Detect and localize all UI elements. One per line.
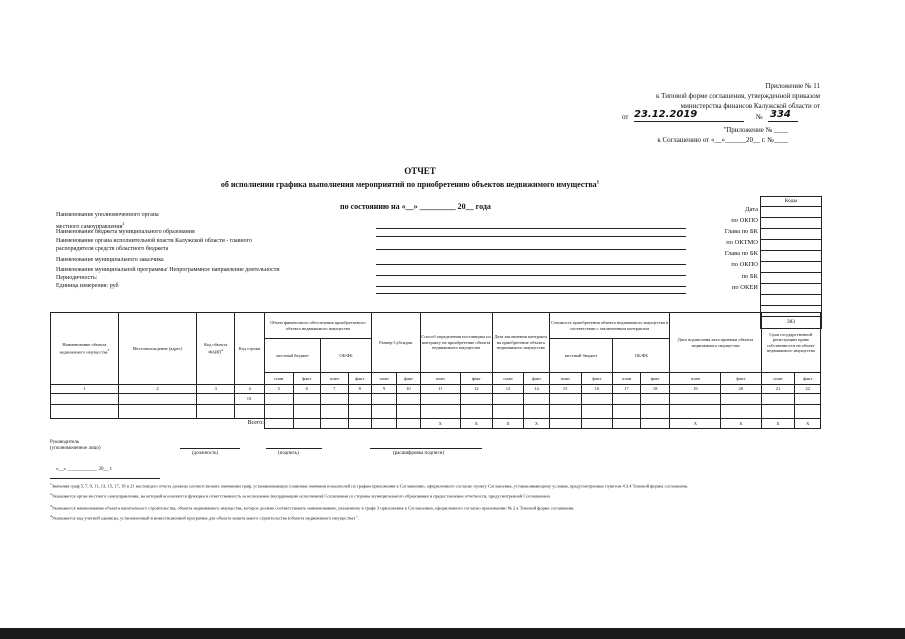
x-mark: X	[420, 419, 460, 429]
field-input-line[interactable]	[376, 249, 686, 250]
codes-cell[interactable]	[761, 206, 822, 217]
field-program: Наименование муниципальной программы/ Непрограммное направление деятельности	[56, 267, 280, 273]
codes-label-okpo-2: по ОКПО	[731, 261, 758, 269]
th-cost: Стоимость приобретения объекта недвижимого имущества в соответствии с заключенным контрактом	[549, 313, 670, 339]
col-number: 19	[670, 385, 721, 394]
x-mark: X	[670, 419, 721, 429]
field-unit: Единица измерения: руб	[56, 283, 119, 289]
column-numbers-row	[51, 385, 821, 394]
appendix-line-1: Приложение № 11	[765, 82, 820, 90]
th-cost-mb: местный бюджет	[549, 339, 613, 373]
cell[interactable]	[420, 394, 460, 405]
field-periodicity: Периодичность:	[56, 275, 98, 281]
codes-cell[interactable]	[761, 217, 822, 228]
cell[interactable]	[670, 405, 721, 419]
appendix-line-3: министерства финансов Калужской области от	[680, 102, 820, 110]
cell[interactable]	[293, 394, 321, 405]
cell[interactable]	[581, 405, 613, 419]
th-subsidy: Размер Субсидии	[371, 313, 420, 373]
col-number: 16	[581, 385, 613, 394]
total-cell[interactable]	[581, 419, 613, 429]
col-number: 7	[321, 385, 349, 394]
table-row-empty	[51, 405, 821, 419]
th-row-code: Код строки	[235, 313, 265, 385]
total-cell[interactable]	[264, 419, 293, 429]
col-number: 18	[640, 385, 670, 394]
codes-label-bk: по БК	[741, 272, 758, 280]
th-fact: факт	[293, 373, 321, 385]
table-row	[51, 394, 821, 405]
th-cost-ob: ОБ/ФБ	[613, 339, 670, 373]
col-number: 14	[524, 385, 549, 394]
cell[interactable]	[371, 394, 396, 405]
cell[interactable]	[321, 405, 349, 419]
field-input-line[interactable]	[376, 286, 686, 287]
report-subtitle	[100, 180, 720, 189]
field-input-line[interactable]	[376, 228, 686, 229]
field-executive: Наименование органа исполнительной власти Калужской области - главного	[56, 238, 252, 244]
th-object-name: Наименование объекта недвижимого имущества$^3$	[51, 313, 119, 385]
appendix-line-2: к Типовой форме соглашения, утвержденной приказом	[656, 92, 820, 100]
th-finance-ob: ОБ/ФБ	[321, 339, 372, 373]
field-input-line[interactable]	[376, 236, 686, 237]
col-number: 22	[795, 385, 821, 394]
th-plan: план	[761, 373, 795, 385]
x-mark: X	[761, 419, 795, 429]
cell[interactable]	[460, 405, 492, 419]
th-plan: план	[420, 373, 460, 385]
cell[interactable]	[51, 405, 119, 419]
footnote-1: $^1$Значения граф 5, 7, 9, 11, 13, 15, 17, 19 и 21 настоящего отчета должны соответствовать значениям граф, устанавливающих плановые значения показателей по графам приложения к Соглашению, оформленного согласно пункту Соглашения, устанавливающему условия, предусмотренные пунктом 4.3.4 Типовой формы соглашения.	[50, 482, 689, 489]
th-fact: факт	[581, 373, 613, 385]
scan-edge	[0, 628, 905, 639]
total-cell[interactable]	[640, 419, 670, 429]
cell[interactable]	[197, 394, 235, 405]
cell[interactable]	[795, 405, 821, 419]
total-cell[interactable]	[549, 419, 581, 429]
cell[interactable]	[549, 405, 581, 419]
cell[interactable]	[397, 394, 420, 405]
codes-cell[interactable]	[761, 239, 822, 250]
cell[interactable]	[235, 405, 265, 419]
cell[interactable]	[581, 394, 613, 405]
cell[interactable]	[761, 394, 795, 405]
cell[interactable]	[460, 394, 492, 405]
th-fact: факт	[397, 373, 420, 385]
signature-date: «__» ____________ 20__ г.	[56, 467, 113, 472]
th-fact: факт	[524, 373, 549, 385]
appendix-block-2	[560, 126, 788, 146]
th-plan: план	[670, 373, 721, 385]
x-mark: X	[460, 419, 492, 429]
report-subtitle-sup: 1	[596, 180, 600, 186]
cell[interactable]	[721, 394, 761, 405]
th-fact: факт	[721, 373, 761, 385]
total-row	[51, 419, 821, 429]
total-cell[interactable]	[613, 419, 641, 429]
cell[interactable]	[348, 394, 371, 405]
x-mark: X	[721, 419, 761, 429]
col-number: 1	[51, 385, 119, 394]
codes-cell[interactable]	[761, 261, 822, 272]
codes-label-okei: по ОКЕИ	[731, 283, 758, 291]
total-label: Всего:	[51, 419, 265, 429]
col-number: 12	[460, 385, 492, 394]
field-input-line[interactable]	[376, 275, 686, 276]
col-number: 2	[118, 385, 196, 394]
col-number: 13	[492, 385, 524, 394]
appendix-number-handwritten: 334	[770, 109, 791, 120]
cell[interactable]	[721, 405, 761, 419]
cell[interactable]	[321, 394, 349, 405]
total-cell[interactable]	[293, 419, 321, 429]
cell[interactable]	[371, 405, 396, 419]
codes-cell[interactable]	[761, 228, 822, 239]
codes-okei-value: 383	[761, 317, 822, 328]
th-fact: факт	[348, 373, 371, 385]
th-contract-date: Дата заключения контракта на приобретение объекта недвижимого имущества	[492, 313, 549, 373]
col-number: 10	[397, 385, 420, 394]
th-fact: факт	[795, 373, 821, 385]
cell[interactable]	[197, 405, 235, 419]
total-cell[interactable]	[397, 419, 420, 429]
codes-label-okpo: по ОКПО	[731, 217, 758, 225]
cell[interactable]	[524, 394, 549, 405]
cell[interactable]	[795, 394, 821, 405]
cell[interactable]	[118, 394, 196, 405]
row-code-cell: 01	[235, 394, 265, 405]
field-organ: Наименование уполномоченного органа	[56, 212, 159, 218]
th-plan: план	[321, 373, 349, 385]
total-cell[interactable]	[348, 419, 371, 429]
col-number: 21	[761, 385, 795, 394]
col-number: 15	[549, 385, 581, 394]
field-input-line[interactable]	[376, 293, 686, 294]
col-number: 5	[264, 385, 293, 394]
appendix-date-line	[622, 110, 802, 124]
x-mark: X	[524, 419, 549, 429]
codes-cell[interactable]	[761, 295, 822, 306]
appendix-block	[560, 82, 820, 112]
field-executive-2: распорядителя средств областного бюджета	[56, 246, 169, 252]
th-act-date: Дата подписания акта приемки объекта недвижимого имущества	[670, 313, 761, 373]
footnote-3: $^3$Указывается наименование объекта капитального строительства, объекта недвижимого имущества, которое должно соответствовать наименованию, указанному в графе 3 приложения к Соглашению, оформленного согласно приложению № 2 к Типовой форме соглашения.	[50, 504, 575, 511]
cell[interactable]	[549, 394, 581, 405]
cell[interactable]	[293, 405, 321, 419]
total-cell[interactable]	[321, 419, 349, 429]
field-budget: Наименование бюджета муниципального образования	[56, 229, 195, 235]
th-plan: план	[264, 373, 293, 385]
col-number: 11	[420, 385, 460, 394]
cell[interactable]	[613, 394, 641, 405]
cell[interactable]	[264, 405, 293, 419]
codes-label-date: Дата	[745, 206, 758, 213]
cell[interactable]	[397, 405, 420, 419]
th-fact: факт	[640, 373, 670, 385]
codes-table	[760, 196, 822, 329]
codes-label-glava-bk-2: Глава по БК	[724, 250, 758, 258]
appendix-number-sign: №	[756, 113, 763, 121]
codes-label-oktmo: по ОКТМО	[726, 239, 758, 247]
cell[interactable]	[348, 405, 371, 419]
appendix-date-handwritten: 23.12.2019	[634, 109, 698, 120]
report-title: ОТЧЕТ	[404, 166, 436, 176]
th-registration: Срок государственной регистрации права собственности на объект недвижимого имущества	[761, 313, 820, 373]
th-plan: план	[492, 373, 524, 385]
appendix-ot: от	[622, 113, 629, 121]
codes-cell[interactable]	[761, 250, 822, 261]
x-mark: X	[795, 419, 821, 429]
th-method: Способ определения поставщика по контракту на приобретение объекта недвижимого имущества	[420, 313, 492, 373]
cell[interactable]	[524, 405, 549, 419]
appendix-line-6: к Соглашению от «__»______20__ г. №____	[657, 136, 788, 144]
cell[interactable]	[118, 405, 196, 419]
th-location: Местонахождение (адрес)	[118, 313, 196, 385]
th-plan: план	[613, 373, 641, 385]
codes-cell[interactable]	[761, 273, 822, 284]
signature-sign: (подпись)	[278, 451, 299, 456]
report-subtitle-text: об исполнении графика выполнения мероприятий по приобретению объектов недвижимого имущества	[220, 180, 597, 189]
signature-position: (должность)	[192, 451, 219, 456]
col-number: 20	[721, 385, 761, 394]
th-fact: факт	[460, 373, 492, 385]
footnote-4: $^4$Указывается код учетной единицы, установленный в инвестиционной программе для объекта капитального строительства (объекта недвижимого имущества) ".	[50, 514, 359, 521]
col-number: 6	[293, 385, 321, 394]
cell[interactable]	[761, 405, 795, 419]
codes-label-glava-bk: Глава по БК	[724, 228, 758, 236]
cell[interactable]	[492, 394, 524, 405]
cell[interactable]	[264, 394, 293, 405]
th-faip: Код объекта ФАИП$^4$	[197, 313, 235, 385]
cell[interactable]	[613, 405, 641, 419]
field-labels	[56, 212, 376, 291]
total-cell[interactable]	[371, 419, 396, 429]
col-number: 9	[371, 385, 396, 394]
cell[interactable]	[492, 405, 524, 419]
field-organ-2: местного самоуправления$^2$	[56, 221, 125, 230]
signature-head: Руководитель (уполномоченное лицо)	[50, 440, 101, 451]
field-customer: Наименование муниципального заказчика	[56, 257, 164, 263]
col-number: 8	[348, 385, 371, 394]
cell[interactable]	[670, 394, 721, 405]
col-number: 17	[613, 385, 641, 394]
cell[interactable]	[640, 405, 670, 419]
footnote-2: $^2$Указывается орган местного самоуправления, на который возлагаются функции и ответственность за исполнение (координацию исполнения) Соглашения со стороны муниципального образования и предоставление отчетности, предусмотренной Соглашением.	[50, 492, 551, 499]
main-table	[50, 312, 821, 429]
cell[interactable]	[51, 394, 119, 405]
col-number: 3	[197, 385, 235, 394]
appendix-line-5: "Приложение № ____	[723, 126, 788, 134]
report-date-line: по состоянию на «__» _________ 20__ года	[340, 202, 491, 211]
th-plan: план	[371, 373, 396, 385]
footnotes	[50, 482, 825, 521]
cell[interactable]	[640, 394, 670, 405]
field-input-line[interactable]	[376, 264, 686, 265]
codes-header: Коды	[761, 197, 822, 207]
th-plan: план	[549, 373, 581, 385]
col-number: 4	[235, 385, 265, 394]
th-finance-mb: местный бюджет	[264, 339, 320, 373]
signature-decode: (расшифровка подписи)	[393, 451, 445, 456]
th-finance: Объем финансового обеспечения приобретаемого объекта недвижимого имущества	[264, 313, 371, 339]
x-mark: X	[492, 419, 524, 429]
codes-cell[interactable]	[761, 284, 822, 295]
cell[interactable]	[420, 405, 460, 419]
